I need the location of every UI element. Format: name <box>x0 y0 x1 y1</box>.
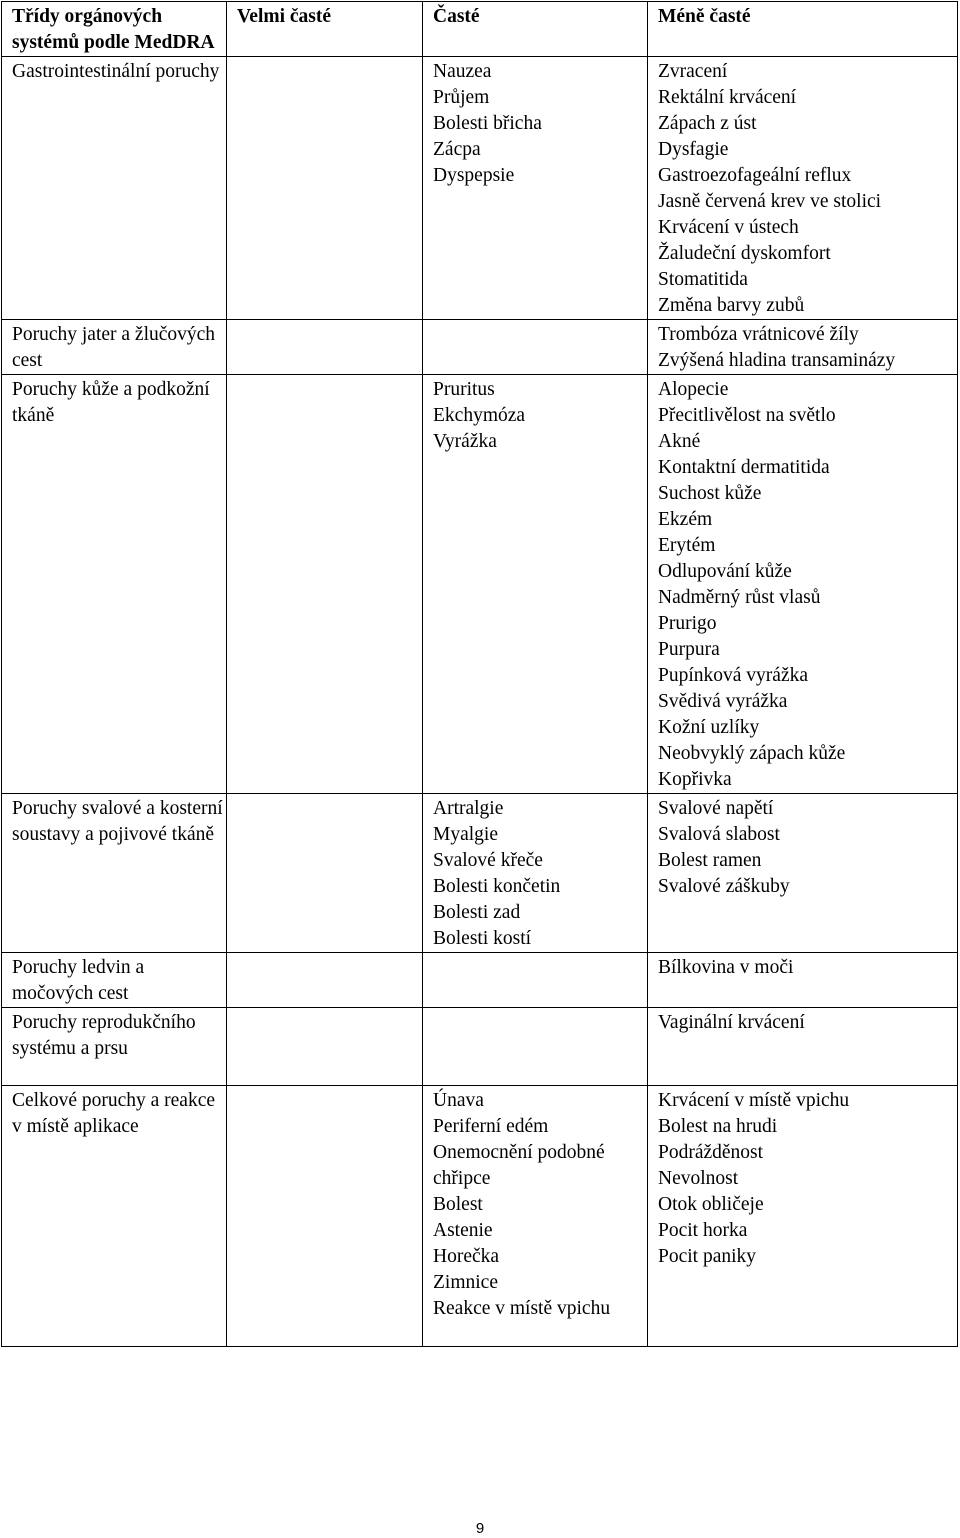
term: Purpura <box>658 639 720 660</box>
term: Svalové napětí <box>658 798 774 819</box>
term: Kopřivka <box>658 769 732 790</box>
table-row <box>2 794 958 953</box>
very-common-cell <box>227 1086 423 1347</box>
term: Vaginální krvácení <box>658 1012 805 1033</box>
term: Erytém <box>658 535 716 556</box>
adverse-reactions-table <box>1 1 958 1347</box>
term: Bolest <box>433 1194 483 1215</box>
term: Svědivá vyrážka <box>658 691 788 712</box>
term: Bolesti kostí <box>433 928 532 949</box>
uncommon-cell <box>648 1086 958 1347</box>
header-common: Časté <box>423 2 648 57</box>
header-very-common: Velmi časté <box>227 2 423 57</box>
term: Podrážděnost <box>658 1142 764 1163</box>
term: Přecitlivělost na světlo <box>658 405 836 426</box>
term: Gastroezofageální reflux <box>658 165 852 186</box>
uncommon-cell <box>648 57 958 320</box>
term: Svalová slabost <box>658 824 780 845</box>
term: Akné <box>658 431 701 452</box>
term: Myalgie <box>433 824 498 845</box>
term: Dysfagie <box>658 139 729 160</box>
term: Kožní uzlíky <box>658 717 760 738</box>
term: Zácpa <box>433 139 481 160</box>
term: Zvýšená hladina transaminázy <box>658 350 896 371</box>
term: Alopecie <box>658 379 729 400</box>
common-cell <box>423 953 648 1008</box>
uncommon-cell <box>648 794 958 953</box>
term: Krvácení v místě vpichu <box>658 1090 850 1111</box>
term: Nadměrný růst vlasů <box>658 587 821 608</box>
term: Prurigo <box>658 613 717 634</box>
term: Bílkovina v moči <box>658 957 794 978</box>
term: Neobvyklý zápach kůže <box>658 743 846 764</box>
term: Periferní edém <box>433 1116 549 1137</box>
term: Kontaktní dermatitida <box>658 457 830 478</box>
uncommon-cell <box>648 1008 958 1086</box>
term: Otok obličeje <box>658 1194 764 1215</box>
term: Bolest ramen <box>658 850 762 871</box>
term: Pocit horka <box>658 1220 748 1241</box>
soc-cell: Poruchy svalové a kosterní soustavy a pojivové tkáně <box>2 794 227 953</box>
term: Průjem <box>433 87 490 108</box>
term: Zimnice <box>433 1272 498 1293</box>
term: Ekchymóza <box>433 405 526 426</box>
common-cell <box>423 1086 648 1347</box>
common-cell <box>423 57 648 320</box>
soc-cell: Celkové poruchy a reakce v místě aplikace <box>2 1086 227 1347</box>
table-row <box>2 320 958 375</box>
table-row <box>2 1086 958 1347</box>
term: Krvácení v ústech <box>658 217 799 238</box>
uncommon-cell <box>648 953 958 1008</box>
term: Horečka <box>433 1246 500 1267</box>
very-common-cell <box>227 57 423 320</box>
table-row <box>2 1008 958 1086</box>
term: Odlupování kůže <box>658 561 792 582</box>
term: Suchost kůže <box>658 483 762 504</box>
term: Onemocnění podobné chřipce <box>433 1142 605 1189</box>
common-cell <box>423 320 648 375</box>
term: Zápach z úst <box>658 113 757 134</box>
uncommon-cell <box>648 375 958 794</box>
term: Stomatitida <box>658 269 748 290</box>
term: Bolest na hrudi <box>658 1116 778 1137</box>
term: Nevolnost <box>658 1168 739 1189</box>
term: Změna barvy zubů <box>658 295 805 316</box>
soc-cell: Poruchy reprodukčního systému a prsu <box>2 1008 227 1086</box>
term: Dyspepsie <box>433 165 515 186</box>
term: Bolesti končetin <box>433 876 561 897</box>
table-row <box>2 953 958 1008</box>
term: Trombóza vrátnicové žíly <box>658 324 859 345</box>
term: Únava <box>433 1090 484 1111</box>
term: Bolesti břicha <box>433 113 542 134</box>
term: Jasně červená krev ve stolici <box>658 191 882 212</box>
page-number: 9 <box>475 1520 485 1537</box>
term: Bolesti zad <box>433 902 521 923</box>
very-common-cell <box>227 953 423 1008</box>
term: Pupínková vyrážka <box>658 665 809 686</box>
very-common-cell <box>227 1008 423 1086</box>
table-row <box>2 375 958 794</box>
soc-cell: Poruchy ledvin a močových cest <box>2 953 227 1008</box>
term: Pocit paniky <box>658 1246 757 1267</box>
soc-cell: Gastrointestinální poruchy <box>2 57 227 320</box>
term: Zvracení <box>658 61 728 82</box>
term: Astenie <box>433 1220 493 1241</box>
common-cell <box>423 375 648 794</box>
term: Reakce v místě vpichu <box>433 1298 611 1319</box>
table-row <box>2 57 958 320</box>
common-cell <box>423 1008 648 1086</box>
very-common-cell <box>227 320 423 375</box>
header-soc: Třídy orgánových systémů podle MedDRA <box>2 2 227 57</box>
term: Artralgie <box>433 798 504 819</box>
term: Vyrážka <box>433 431 497 452</box>
soc-cell: Poruchy kůže a podkožní tkáně <box>2 375 227 794</box>
term: Žaludeční dyskomfort <box>658 243 831 264</box>
term: Pruritus <box>433 379 495 400</box>
table-header-row <box>2 2 958 57</box>
term: Svalové křeče <box>433 850 543 871</box>
term: Rektální krvácení <box>658 87 797 108</box>
uncommon-cell <box>648 320 958 375</box>
very-common-cell <box>227 375 423 794</box>
header-uncommon: Méně časté <box>648 2 958 57</box>
soc-cell: Poruchy jater a žlučových cest <box>2 320 227 375</box>
common-cell <box>423 794 648 953</box>
term: Svalové záškuby <box>658 876 790 897</box>
term: Nauzea <box>433 61 492 82</box>
very-common-cell <box>227 794 423 953</box>
term: Ekzém <box>658 509 713 530</box>
